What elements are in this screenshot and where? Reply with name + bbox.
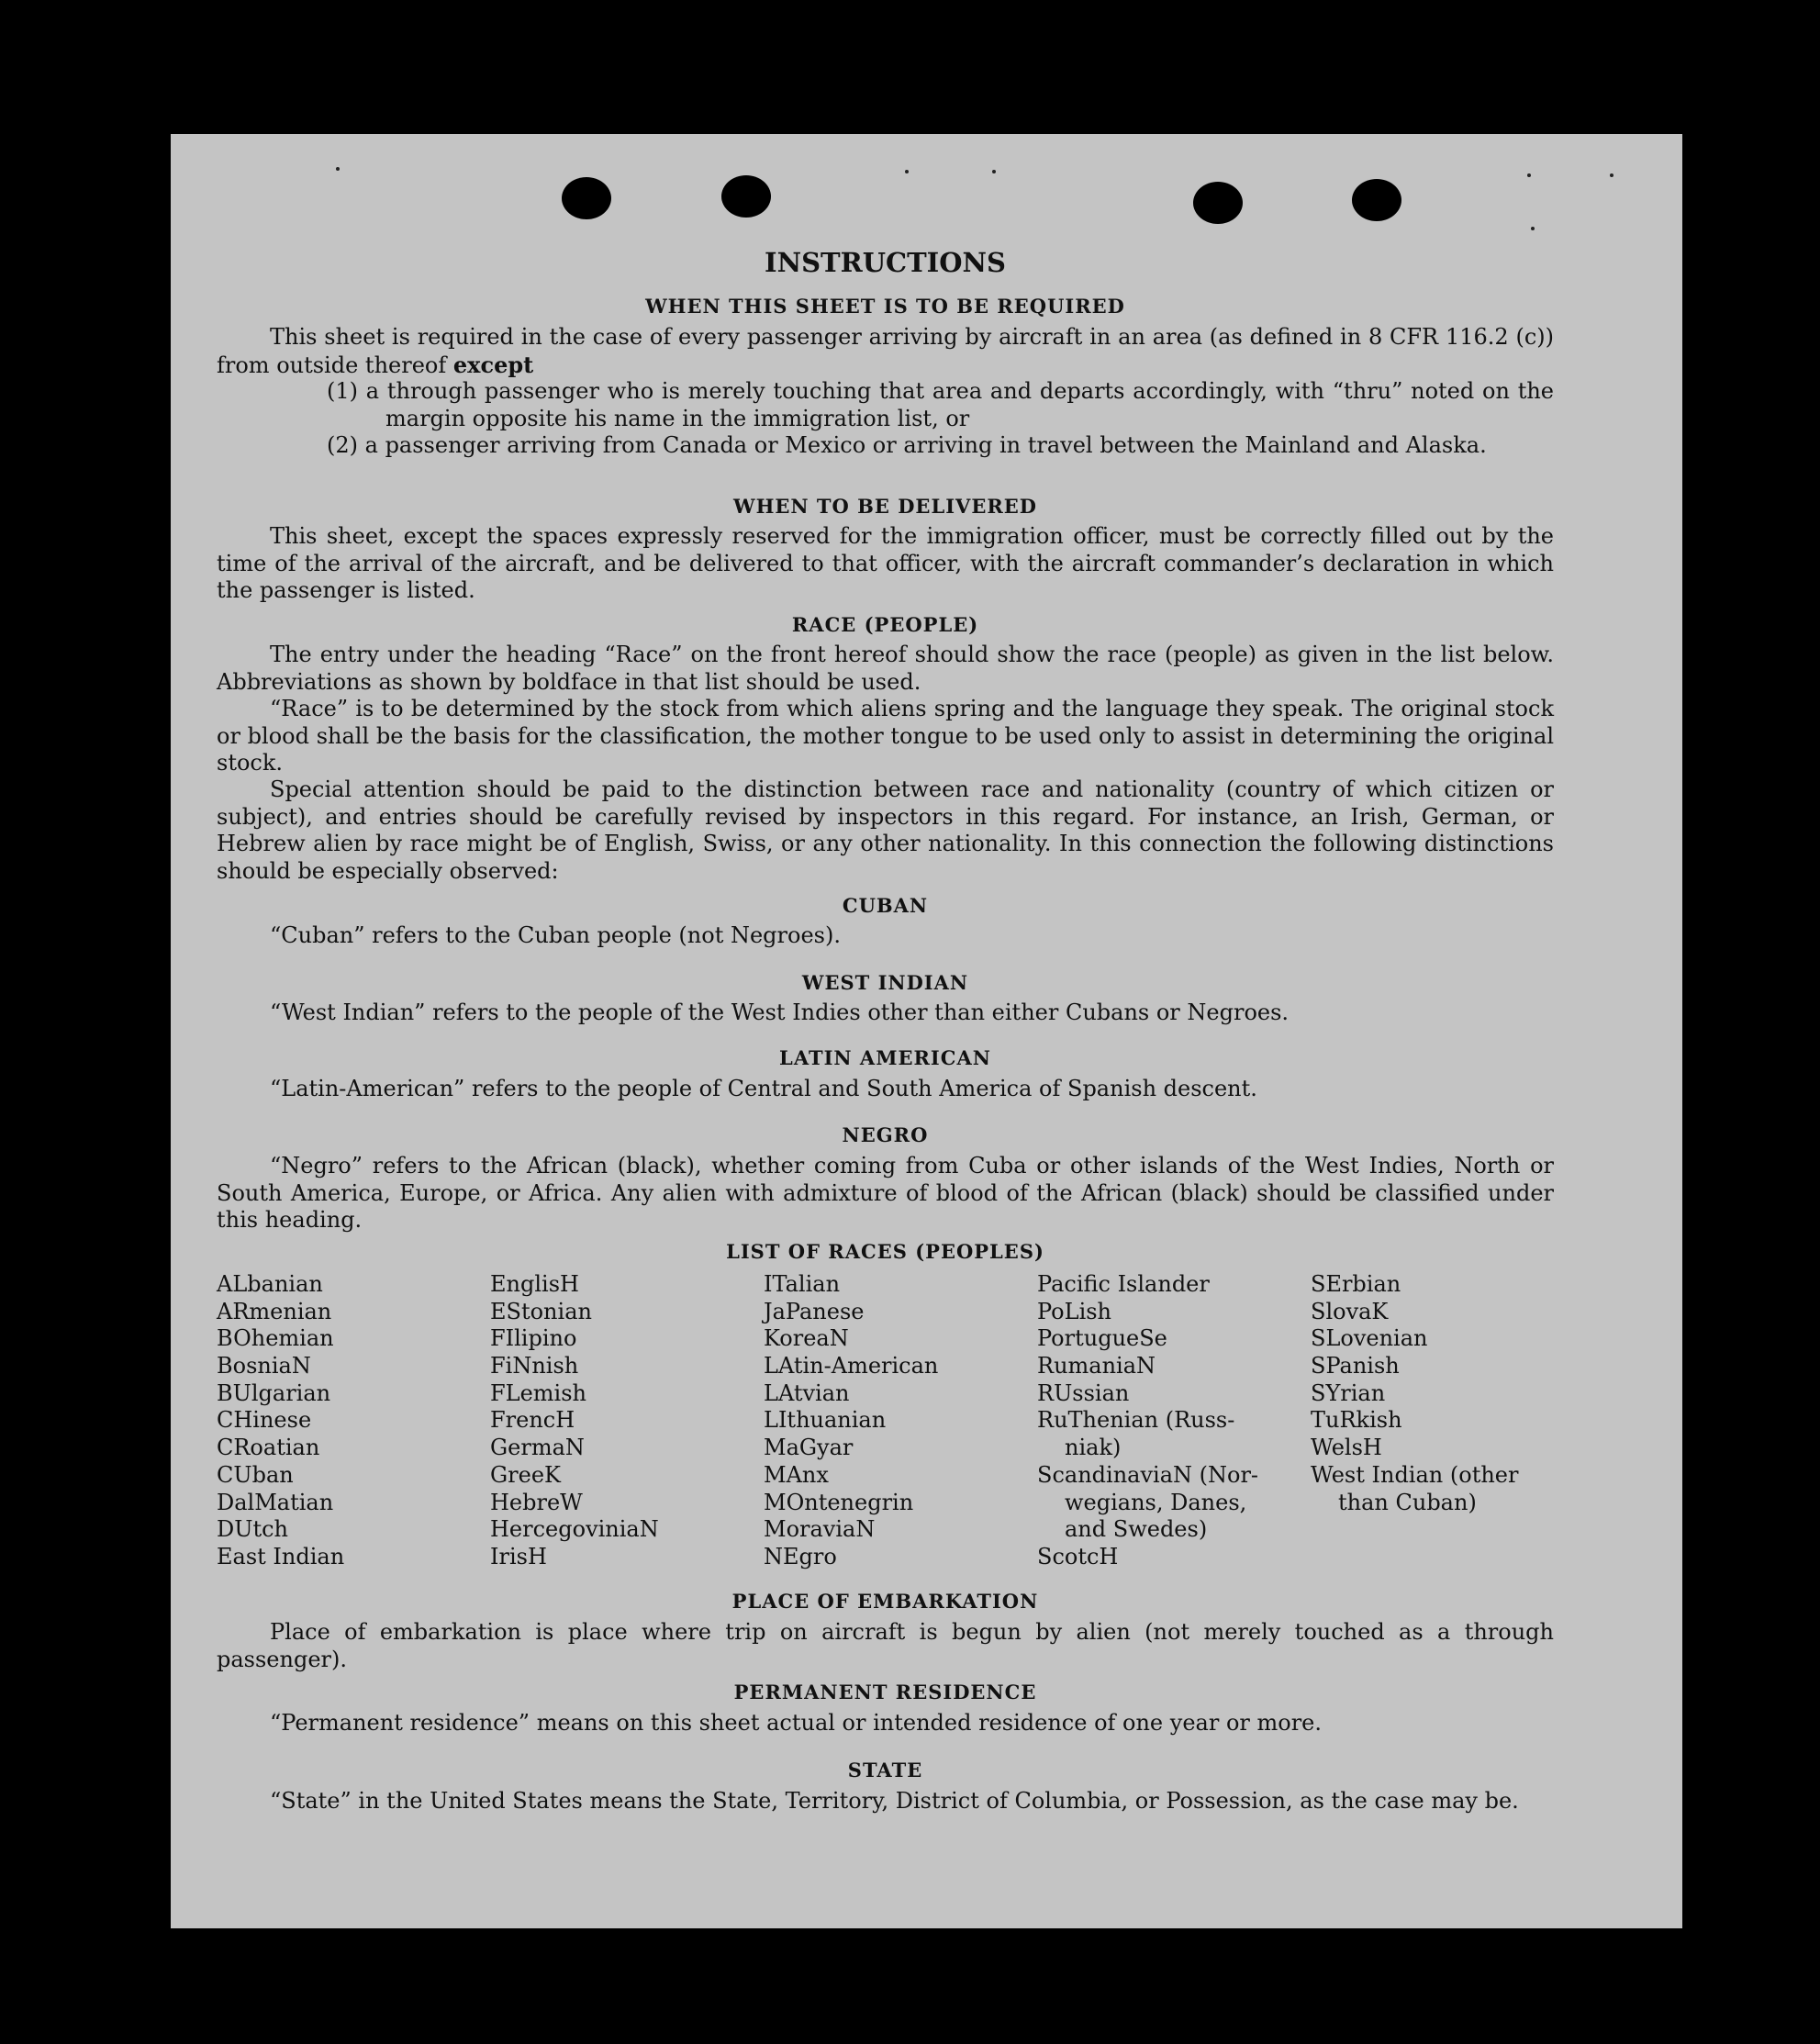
race-item: CRoatian [217,1435,320,1461]
punch-hole [721,175,771,218]
heading-residence: PERMANENT RESIDENCE [733,1681,1037,1703]
race-item: HercegoviniaN [490,1516,659,1543]
heading-race: RACE (PEOPLE) [791,613,979,636]
heading-list-of-races: LIST OF RACES (PEOPLES) [726,1240,1044,1263]
race-item: LIthuanian [764,1407,887,1434]
race-item: RuThenian (Russ- [1037,1407,1235,1434]
race-item: SYrian [1311,1379,1386,1406]
race-item: SPanish [1311,1353,1400,1379]
race-item: and Swedes) [1065,1516,1208,1543]
race-item: ScotcH [1037,1543,1119,1569]
race-item: GreeK [490,1461,561,1488]
intro-bold: except [452,351,534,378]
page-title: INSTRUCTIONS [765,247,1006,278]
race-item: SLovenian [1311,1325,1428,1352]
race-item: JaPanese [764,1298,865,1324]
heading-when-required: WHEN THIS SHEET IS TO BE REQUIRED [645,295,1125,318]
race-item: HebreW [490,1489,583,1515]
race-column [1037,1271,1311,1571]
heading-cuban: CUBAN [842,894,929,917]
paragraph-race-2: “Race” is to be determined by the stock from which aliens spring and the language they speak. The original stock or blood shall be the basis for the classification, the mother tongue to be used only to assist in determining the original stock. [217,696,1554,776]
heading-state: STATE [847,1759,923,1782]
race-item: RumaniaN [1037,1353,1156,1379]
exception-item-1: (1) a through passenger who is merely touching that area and departs accordingly, with “thru” noted on the margin opposite his name in the immigration list, or [327,378,1554,431]
race-item: WelsH [1311,1435,1382,1461]
speck [336,167,340,171]
race-item: BUlgarian [217,1379,331,1406]
paragraph-residence: “Permanent residence” means on this sheet actual or intended residence of one year or more. [270,1710,1322,1736]
race-item: ARmenian [217,1298,332,1324]
punch-hole [562,177,611,219]
race-item: TuRkish [1311,1407,1402,1434]
paragraph-embarkation: Place of embarkation is place where trip on aircraft is begun by alien (not merely touched as a through passenger). [217,1619,1554,1672]
paragraph-cuban: “Cuban” refers to the Cuban people (not Negroes). [270,922,841,948]
heading-negro: NEGRO [842,1123,929,1146]
race-item: KoreaN [764,1325,849,1352]
punch-hole [1193,182,1243,224]
paragraph-state: “State” in the United States means the State, Territory, District of Columbia, or Possession, as the case may be. [270,1788,1519,1814]
race-item: East Indian [217,1543,345,1569]
paragraph-latin-american: “Latin-American” refers to the people of Central and South America of Spanish descent. [270,1076,1257,1101]
race-item: RUssian [1037,1379,1130,1406]
race-item: DalMatian [217,1489,334,1515]
race-item: PortugueSe [1037,1325,1167,1352]
race-item: ALbanian [217,1271,323,1297]
race-item: MAnx [764,1461,829,1488]
heading-west-indian: WEST INDIAN [801,971,969,994]
race-list [217,1271,1602,1571]
race-item: MOntenegrin [764,1489,914,1515]
intro-text: This sheet is required in the case of every passenger arriving by aircraft in an area (as defined in 8 CFR 116.2 (c)) from outside thereof [217,324,1554,378]
punch-hole [1352,179,1401,221]
document-sheet [171,134,1682,1928]
race-item: SlovaK [1311,1298,1389,1324]
speck [1531,227,1535,230]
race-item: LAtin-American [764,1353,939,1379]
race-item: IrisH [490,1543,547,1569]
race-item: Pacific Islander [1037,1271,1210,1297]
race-item: FIlipino [490,1325,577,1352]
speck [1527,173,1531,177]
speck [1610,173,1613,177]
race-item: niak) [1065,1435,1122,1461]
race-item: EnglisH [490,1271,579,1297]
paragraph-race-1: The entry under the heading “Race” on the front hereof should show the race (people) as given in the list below. Abbreviations as shown by boldface in that list should be used. [217,642,1554,695]
paragraph-when-required [217,324,1554,379]
race-column [764,1271,1037,1571]
paragraph-race-3: Special attention should be paid to the distinction between race and nationality (country of which citizen or subject), and entries should be carefully revised by inspectors in this regard. For instance, an Irish, German, or Hebrew alien by race might be of English, Swiss, or any other nationality. In this connection the following distinctions should be especially observed: [217,776,1554,884]
race-column [1311,1271,1584,1571]
race-item: MoraviaN [764,1516,876,1543]
race-item: CUban [217,1461,294,1488]
race-item: BosniaN [217,1353,311,1379]
race-item: than Cuban) [1338,1489,1477,1515]
paragraph-west-indian: “West Indian” refers to the people of the West Indies other than either Cubans or Negroes. [270,1000,1290,1025]
race-item: EStonian [490,1298,592,1324]
heading-embarkation: PLACE OF EMBARKATION [731,1590,1039,1613]
race-column [217,1271,490,1571]
race-item: FrencH [490,1407,575,1434]
race-item: GermaN [490,1435,585,1461]
race-item: SErbian [1311,1271,1401,1297]
race-item: PoLish [1037,1298,1112,1324]
race-item: BOhemian [217,1325,334,1352]
heading-when-delivered: WHEN TO BE DELIVERED [732,495,1037,518]
speck [905,170,909,173]
speck [992,170,996,173]
race-item: ITalian [764,1271,841,1297]
race-item: West Indian (other [1311,1461,1519,1488]
race-column [490,1271,764,1571]
race-item: MaGyar [764,1435,854,1461]
race-item: LAtvian [764,1379,850,1406]
race-item: CHinese [217,1407,312,1434]
paragraph-when-delivered: This sheet, except the spaces expressly reserved for the immigration officer, must be correctly filled out by the time of the arrival of the aircraft, and be delivered to that officer, with the aircraft commander’s declaration in which the passenger is listed. [217,523,1554,603]
exception-item-2: (2) a passenger arriving from Canada or Mexico or arriving in travel between the Mainland and Alaska. [327,432,1487,458]
race-item: FiNnish [490,1353,579,1379]
race-item: FLemish [490,1379,586,1406]
race-item: wegians, Danes, [1065,1489,1247,1515]
paragraph-negro: “Negro” refers to the African (black), whether coming from Cuba or other islands of the West Indies, North or South America, Europe, or Africa. Any alien with admixture of blood of the African (black) should be classified under this heading. [217,1153,1554,1233]
race-item: NEgro [764,1543,837,1569]
race-item: DUtch [217,1516,289,1543]
race-item: ScandinaviaN (Nor- [1037,1461,1259,1488]
heading-latin-american: LATIN AMERICAN [779,1046,991,1069]
